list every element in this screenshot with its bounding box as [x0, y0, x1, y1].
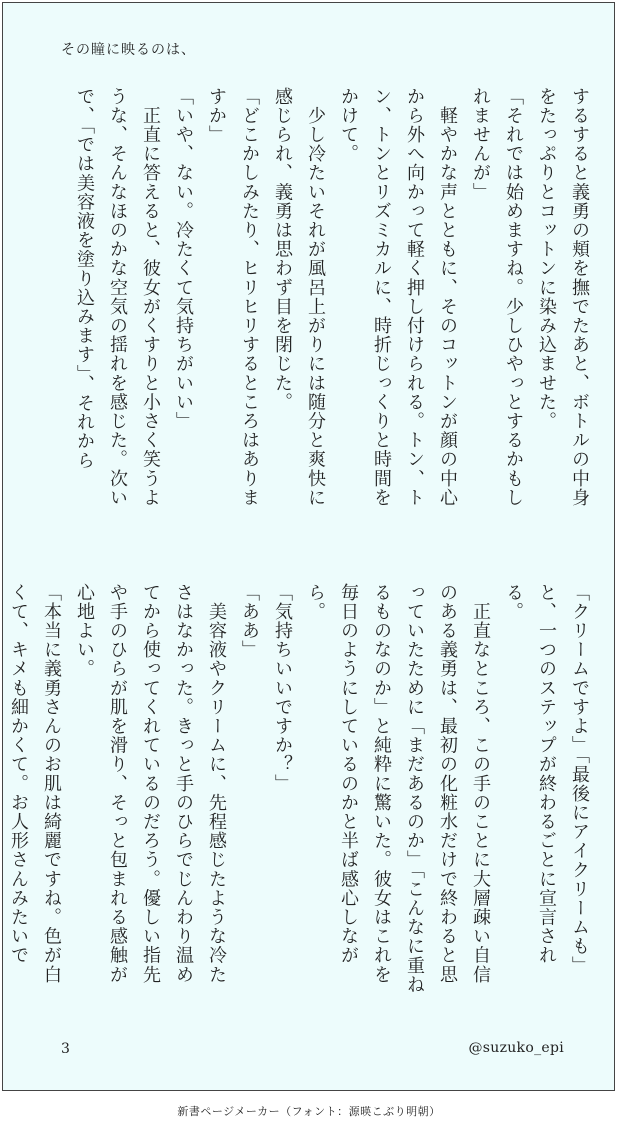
chapter-title: その瞳に映るのは、	[61, 42, 196, 58]
paragraph: 正直なところ、この手のことに大層疎い自信のある義勇は、最初の化粧水だけで終わると思っていたために「まだあるのか」「こんなに重ねるものなのか」と純粋に驚いた。彼女はこれを毎日のようにしているのかと半ば感心しながら。	[305, 583, 491, 995]
lower-text-block	[8, 583, 596, 1001]
paragraph: 軽やかな声とともに、そのコットンが顔の中心から外へ向かって軽く押し付けられる。トン、トン、トンとリズミカルに、時折じっくりと時間をかけて。	[338, 87, 458, 508]
paragraph: するすると義勇の頬を撫でたあと、ボトルの中身をたっぷりとコットンに染み込ませた。	[536, 87, 590, 508]
paragraph: 「クリームですよ」「最後にアイクリームも」と、一つのステップが終わるごとに宣言される。	[503, 583, 590, 976]
page-number: 3	[61, 1041, 70, 1057]
author-handle: @suzuko_epi	[468, 1040, 564, 1056]
paragraph: 正直に答えると、彼女がくすりと小さく笑うような、そんなほのかな空気の揺れを感じた。次いで、「では美容液を塗り込みます」、それから	[74, 87, 161, 508]
generator-credit: 新書ページメーカー（フォント：源暎こぶり明朝）	[177, 1105, 441, 1118]
paragraph: 「本当に義勇さんのお肌は綺麗ですね。色が白くて、キメも細かくて。お人形さんみたいで	[8, 583, 62, 985]
paragraph: 「気持ちいいですか？」	[272, 583, 293, 794]
upper-text-block	[56, 87, 596, 517]
paragraph: 「どこかしみたり、ヒリヒリするところはありますか」	[206, 87, 260, 508]
paragraph: 「ああ」	[239, 583, 260, 660]
paragraph: 少し冷たいそれが風呂上がりには随分と爽快に感じられ、義勇は思わず目を閉じた。	[272, 87, 326, 508]
paragraph: 美容液やクリームに、先程感じたような冷たさはなかった。きっと手のひらでじんわり温めてから使ってくれているのだろう。優しい指先や手のひらが肌を滑り、そっと包まれる感触が心地よい。	[74, 583, 227, 985]
paragraph: 「いや、ない。冷たくて気持ちがいい」	[173, 87, 194, 431]
paragraph: 「それでは始めますね。少しひやっとするかもしれませんが」	[470, 87, 524, 508]
page-card	[2, 2, 615, 1091]
